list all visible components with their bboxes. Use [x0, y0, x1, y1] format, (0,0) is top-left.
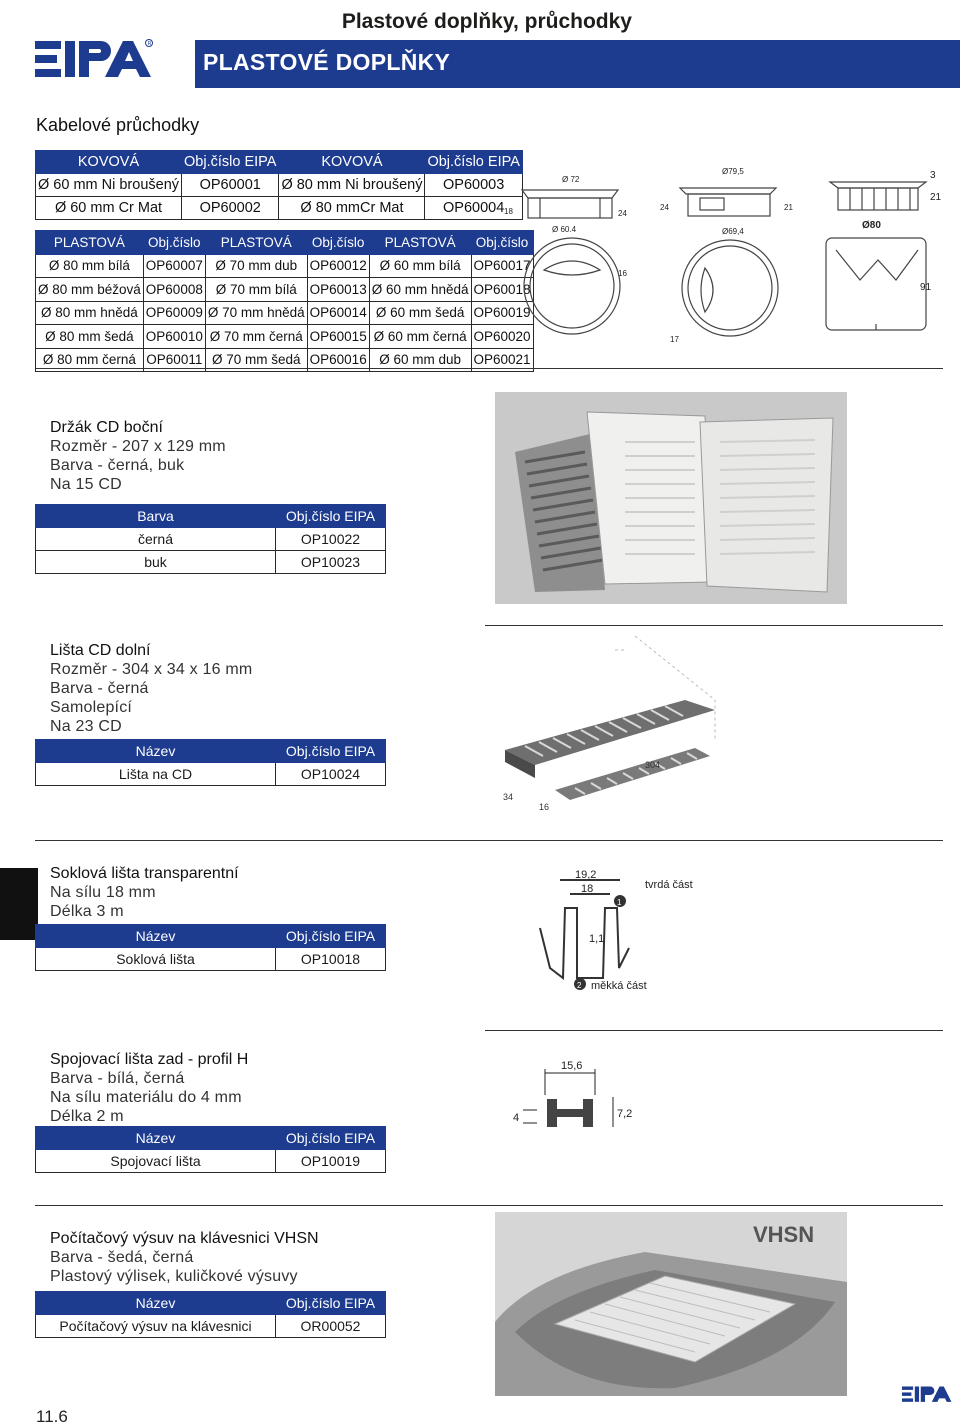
table-header-row	[36, 505, 386, 528]
table-cell: Počítačový výsuv na klávesnici	[36, 1315, 276, 1338]
section-divider	[35, 840, 943, 841]
table-cell: Ø 60 mm dub	[369, 348, 471, 372]
table-cell: OP60001	[182, 174, 279, 197]
header-cell: PLASTOVÁ	[205, 231, 307, 255]
table-cell: Ø 60 mm bílá	[369, 254, 471, 278]
table-cell: Ø 80 mm Ni broušený	[279, 174, 425, 197]
svg-text:R: R	[147, 41, 152, 47]
table-row	[36, 197, 523, 220]
dim-label: 21	[930, 192, 942, 203]
table-header-row	[36, 740, 386, 763]
category-banner	[195, 40, 960, 88]
callout-label: měkká část	[591, 980, 647, 992]
table-cell: Ø 70 mm dub	[205, 254, 307, 278]
section-title: Kabelové průchodky	[36, 115, 200, 135]
plastic-grommets-table	[35, 230, 534, 372]
section-divider	[485, 1030, 943, 1031]
dim-label: 4	[513, 1112, 520, 1124]
page-title: Plastové doplňky, průchodky	[341, 10, 632, 33]
product-name: Spojovací lišta zad - profil H	[50, 1051, 249, 1068]
product-cd-holder-side	[50, 418, 226, 494]
product-cd-strip-bottom	[50, 641, 252, 736]
product-name: Lišta CD dolní	[50, 642, 151, 659]
table-cell: OP10022	[276, 528, 386, 551]
product-badge: VHSN	[753, 1222, 815, 1247]
header-cell: Obj.číslo EIPA	[276, 925, 386, 948]
table-cell: černá	[36, 528, 276, 551]
table-cell: Ø 80 mm bílá	[36, 254, 144, 278]
product-spec: Délka 2 m	[50, 1108, 124, 1125]
table-cell: OP60008	[143, 278, 205, 302]
product-spec: Samolepící	[50, 699, 133, 716]
dim-label: 91	[920, 282, 932, 293]
header-cell: Barva	[36, 505, 276, 528]
table-row	[36, 948, 386, 971]
dim-label: 7,2	[617, 1108, 633, 1120]
section-divider	[35, 1205, 943, 1206]
table-cell: OP60014	[307, 301, 369, 325]
table-cell: Ø 60 mm Ni broušený	[36, 174, 182, 197]
table-cell: OP10024	[276, 763, 386, 786]
dim-label: 16	[539, 802, 550, 812]
dim-label: 17	[670, 335, 679, 344]
table-cell: Ø 70 mm bílá	[205, 278, 307, 302]
dim-label: 18	[504, 207, 513, 216]
product-spec: Na sílu 18 mm	[50, 884, 156, 901]
table-cell: Ø 60 mm Cr Mat	[36, 197, 182, 220]
product-spec: Barva - černá	[50, 680, 149, 697]
product-spec: Na sílu materiálu do 4 mm	[50, 1089, 242, 1106]
table-cell: OP60017	[471, 254, 533, 278]
product-name: Počítačový výsuv na klávesnici VHSN	[50, 1230, 319, 1247]
product-spec: Na 23 CD	[50, 718, 122, 735]
dim-label: 24	[618, 209, 627, 218]
callout-label: tvrdá část	[645, 879, 693, 891]
dim-label: Ø 72	[562, 175, 580, 184]
header-cell: Obj.číslo	[143, 231, 205, 255]
dim-label: 34	[503, 792, 514, 802]
table-cell: OP60015	[307, 325, 369, 349]
table-cell: OP60019	[471, 301, 533, 325]
product-spec: Plastový výlisek, kuličkové výsuvy	[50, 1268, 298, 1285]
table-cell: OP60009	[143, 301, 205, 325]
header-cell: Obj.číslo	[307, 231, 369, 255]
header-cell: Název	[36, 1292, 276, 1315]
table-cell: OP60011	[143, 348, 205, 372]
page-number: 11.6	[36, 1407, 68, 1426]
header-cell: Obj.číslo EIPA	[276, 505, 386, 528]
cd-holder-photo	[495, 392, 847, 604]
product-order-table	[35, 504, 386, 574]
table-header-row	[36, 925, 386, 948]
product-keyboard-tray	[50, 1229, 319, 1286]
dim-label: 24	[660, 203, 669, 212]
dim-label: 2	[577, 981, 582, 990]
table-row	[36, 763, 386, 786]
dim-label: 19,2	[575, 869, 597, 881]
table-header-row	[36, 231, 534, 255]
table-cell: OP60004	[425, 197, 522, 220]
header-cell: KOVOVÁ	[36, 151, 182, 174]
product-name: Soklová lišta transparentní	[50, 865, 239, 882]
header-cell: Obj.číslo EIPA	[276, 1292, 386, 1315]
table-cell: Ø 80 mm béžová	[36, 278, 144, 302]
table-row	[36, 1150, 386, 1173]
header-cell: Obj.číslo EIPA	[182, 151, 279, 174]
header-cell: Název	[36, 1127, 276, 1150]
product-h-profile-strip	[50, 1050, 248, 1126]
table-cell: OP10019	[276, 1150, 386, 1173]
table-row	[36, 325, 534, 349]
table-cell: OP10018	[276, 948, 386, 971]
header-cell: Obj.číslo	[471, 231, 533, 255]
table-cell: buk	[36, 551, 276, 574]
table-cell: OP60013	[307, 278, 369, 302]
product-plinth-strip	[50, 864, 239, 921]
product-order-table	[35, 1291, 386, 1338]
product-spec: Na 15 CD	[50, 476, 122, 493]
metal-grommets-table	[35, 150, 523, 220]
banner-title: PLASTOVÉ DOPLŇKY	[203, 49, 451, 75]
table-header-row	[36, 151, 523, 174]
product-spec: Barva - šedá, černá	[50, 1249, 194, 1266]
table-header-row	[36, 1127, 386, 1150]
product-spec: Barva - bílá, černá	[50, 1070, 185, 1087]
table-cell: OP60018	[471, 278, 533, 302]
product-spec: Délka 3 m	[50, 903, 124, 920]
header-cell: KOVOVÁ	[279, 151, 425, 174]
table-cell: OP60016	[307, 348, 369, 372]
product-spec: Rozměr - 304 x 34 x 16 mm	[50, 661, 253, 678]
table-cell: Ø 60 mm černá	[369, 325, 471, 349]
table-row	[36, 174, 523, 197]
table-cell: Ø 60 mm šedá	[369, 301, 471, 325]
product-order-table	[35, 1126, 386, 1173]
table-cell: Ø 70 mm hnědá	[205, 301, 307, 325]
table-cell: Ø 80 mmCr Mat	[279, 197, 425, 220]
dim-label: 16	[618, 269, 627, 278]
product-name: Držák CD boční	[50, 419, 163, 436]
section-divider	[485, 625, 943, 626]
dim-label: 1,1	[589, 933, 605, 945]
table-cell: Ø 80 mm hnědá	[36, 301, 144, 325]
h-profile-drawing	[505, 1055, 645, 1135]
table-cell: OP60012	[307, 254, 369, 278]
chapter-tab	[0, 868, 38, 940]
table-cell: OP60021	[471, 348, 533, 372]
table-row	[36, 551, 386, 574]
table-cell: Lišta na CD	[36, 763, 276, 786]
table-cell: OR00052	[276, 1315, 386, 1338]
product-spec: Rozměr - 207 x 129 mm	[50, 438, 226, 455]
dim-label: Ø80	[862, 220, 881, 231]
table-row	[36, 301, 534, 325]
header-cell: Název	[36, 925, 276, 948]
footer-eipa-logo	[902, 1384, 954, 1406]
dim-label: 21	[784, 203, 793, 212]
product-spec: Barva - černá, buk	[50, 457, 185, 474]
product-order-table	[35, 924, 386, 971]
keyboard-tray-photo	[495, 1212, 847, 1396]
table-cell: Ø 60 mm hnědá	[369, 278, 471, 302]
table-header-row	[36, 1292, 386, 1315]
table-cell: OP60020	[471, 325, 533, 349]
table-cell: Ø 70 mm šedá	[205, 348, 307, 372]
header-cell: Obj.číslo EIPA	[276, 740, 386, 763]
table-cell: Ø 70 mm černá	[205, 325, 307, 349]
table-cell: Spojovací lišta	[36, 1150, 276, 1173]
grommet-technical-drawing	[500, 158, 960, 363]
header-cell: Obj.číslo EIPA	[276, 1127, 386, 1150]
dim-label: Ø79,5	[722, 167, 744, 176]
table-cell: OP10023	[276, 551, 386, 574]
table-cell: OP60010	[143, 325, 205, 349]
eipa-logo	[35, 37, 157, 85]
table-cell: Soklová lišta	[36, 948, 276, 971]
product-order-table	[35, 739, 386, 786]
header-cell: PLASTOVÁ	[36, 231, 144, 255]
table-row	[36, 254, 534, 278]
cd-strip-drawing	[495, 630, 735, 820]
table-cell: OP60003	[425, 174, 522, 197]
header-cell: Název	[36, 740, 276, 763]
table-cell: Ø 80 mm šedá	[36, 325, 144, 349]
dim-label: Ø 60.4	[552, 225, 577, 234]
dim-label: 15,6	[561, 1060, 583, 1072]
table-cell: OP60007	[143, 254, 205, 278]
header-cell: Obj.číslo EIPA	[425, 151, 522, 174]
header-cell: PLASTOVÁ	[369, 231, 471, 255]
table-row	[36, 278, 534, 302]
table-row	[36, 528, 386, 551]
plinth-strip-profile-drawing	[525, 868, 725, 998]
dim-label: 304	[645, 760, 661, 770]
table-cell: Ø 80 mm černá	[36, 348, 144, 372]
table-row	[36, 1315, 386, 1338]
dim-label: 1	[617, 898, 622, 907]
section-divider	[35, 368, 943, 369]
dim-label: 3	[930, 170, 936, 181]
dim-label: 18	[581, 883, 594, 895]
dim-label: Ø69,4	[722, 227, 744, 236]
table-cell: OP60002	[182, 197, 279, 220]
